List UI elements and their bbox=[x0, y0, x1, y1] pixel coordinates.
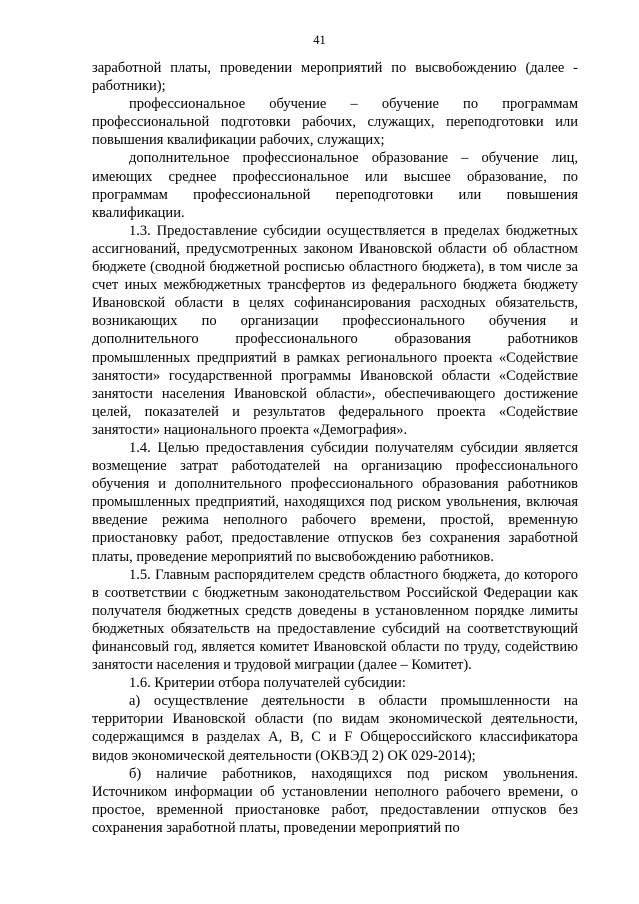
page-number: 41 bbox=[313, 33, 326, 47]
paragraph-criterion-a: а) осуществление деятельности в области промышленности на территории Ивановской области (по видам экономической деятельности, содержащимся в разделах A, B, C и F Общероссийского классификатора видов экономической деятельности (ОКВЭД 2) ОК 029-2014); bbox=[92, 693, 578, 764]
paragraph-continuation: заработной платы, проведении мероприятий по высвобождению (далее - работники); bbox=[92, 60, 578, 95]
document-body bbox=[92, 59, 578, 837]
paragraph-professional-training: профессиональное обучение – обучение по программам профессиональной подготовки рабочих, служащих, переподготовки или повышения квалификации рабочих, служащих; bbox=[92, 96, 578, 149]
paragraph-1-5: 1.5. Главным распорядителем средств областного бюджета, до которого в соответствии с бюджетным законодательством Российской Федерации как получателя бюджетных средств доведены в установленном порядке лимиты бюджетных обязательств на предоставление субсидий на соответствующий финансовый год, является комитет Ивановской области по труду, содействию занятости населения и трудовой миграции (далее – Комитет). bbox=[92, 566, 578, 674]
paragraph-1-4: 1.4. Целью предоставления субсидии получателям субсидии является возмещение затрат работодателей на организацию профессионального обучения и дополнительного профессионального образования работников промышленных предприятий, находящихся под риском увольнения, включая введение режима неполного рабочего времени, простой, временную приостановку работ, предоставление отпусков без сохранения заработной платы, проведение мероприятий по высвобождению работников. bbox=[92, 439, 578, 565]
paragraph-additional-education: дополнительное профессиональное образование – обучение лиц, имеющих среднее профессиональное или высшее образование, по программам профессиональной переподготовки или повышения квалификации. bbox=[92, 150, 578, 221]
paragraph-1-6: 1.6. Критерии отбора получателей субсидии: bbox=[129, 675, 406, 692]
paragraph-1-3: 1.3. Предоставление субсидии осуществляется в пределах бюджетных ассигнований, предусмотренных законом Ивановской области об областном бюджете (сводной бюджетной росписью областного бюджета), в том числе за счет иных межбюджетных трансфертов из федерального бюджета бюджету Ивановской области в целях софинансирования расходных обязательств, возникающих по организации профессионального обучения и дополнительного профессионального образования работников промышленных предприятий в рамках регионального проекта «Содействие занятости» государственной программы Ивановской области «Содействие занятости населения Ивановской области», обеспечивающего достижение целей, показателей и результатов федерального проекта «Содействие занятости» национального проекта «Демография». bbox=[92, 222, 578, 438]
paragraph-criterion-b: б) наличие работников, находящихся под риском увольнения. Источником информации об установлении неполного рабочего времени, о простое, временной приостановке работ, предоставлении отпусков без сохранения заработной платы, проведении мероприятий по bbox=[92, 765, 578, 836]
